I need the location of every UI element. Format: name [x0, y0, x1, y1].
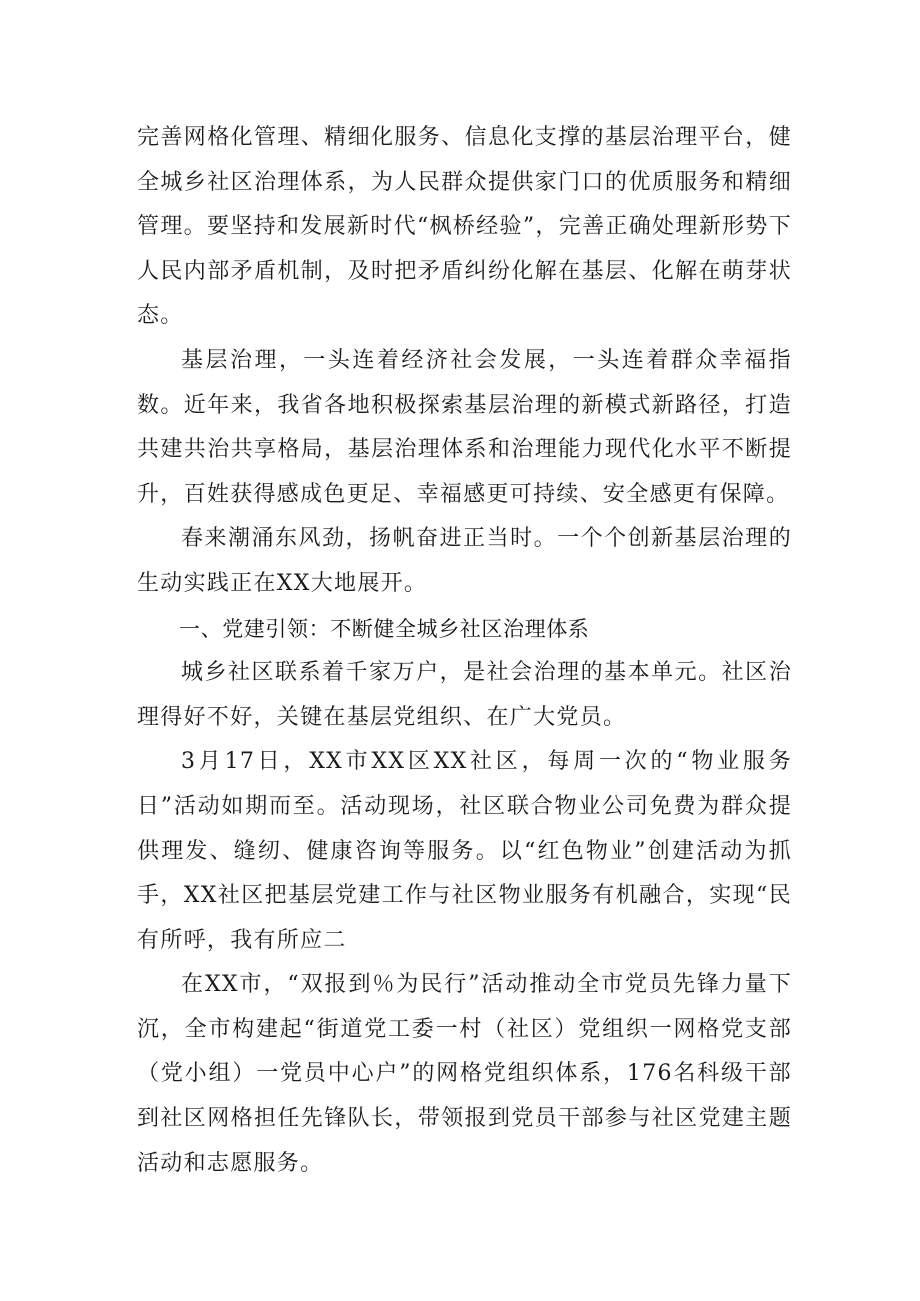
paragraph-double-report: 在XX市，“双报到％为民行”活动推动全市党员先锋力量下沉，全市构建起“街道党工委一村（社区）党组织一网格党支部（党小组）一党员中心户”的网格党组织体系，176名科级干部到社区网格担任先锋队长，带领报到党员干部参与社区党建主题活动和志愿服务。	[137, 972, 792, 1176]
paragraph-spring: 春来潮涌东风劲，扬帆奋进正当时。一个个创新基层治理的生动实践正在XX大地展开。	[137, 526, 792, 596]
section-heading: 一、党建引领：不断健全城乡社区治理体系	[179, 616, 590, 641]
paragraph-grassroots-governance: 基层治理，一头连着经济社会发展，一头连着群众幸福指数。近年来，我省各地积极探索基层治理的新模式新路径，打造共建共治共享格局，基层治理体系和治理能力现代化水平不断提升，百姓获得感成色更足、幸福感更可持续、安全感更有保障。	[137, 347, 792, 507]
paragraph-continued: 完善网格化管理、精细化服务、信息化支撑的基层治理平台，健全城乡社区治理体系，为人民群众提供家门口的优质服务和精细管理。要坚持和发展新时代“枫桥经验”，完善正确处理新形势下人民内部矛盾机制，及时把矛盾纠纷化解在基层、化解在萌芽状态。	[137, 125, 792, 329]
document-body	[137, 116, 792, 1186]
paragraph-property-service-day: 3月17日，XX市XX区XX社区，每周一次的“物业服务日”活动如期而至。活动现场，社区联合物业公司免费为群众提供理发、缝纫、健康咨询等服务。以“红色物业”创建活动为抓手，XX社区把基层党建工作与社区物业服务有机融合，实现“民有所呼，我有所应二	[137, 749, 792, 953]
paragraph-community-units: 城乡社区联系着千家万户，是社会治理的基本单元。社区治理得好不好，关键在基层党组织、在广大党员。	[137, 660, 792, 730]
